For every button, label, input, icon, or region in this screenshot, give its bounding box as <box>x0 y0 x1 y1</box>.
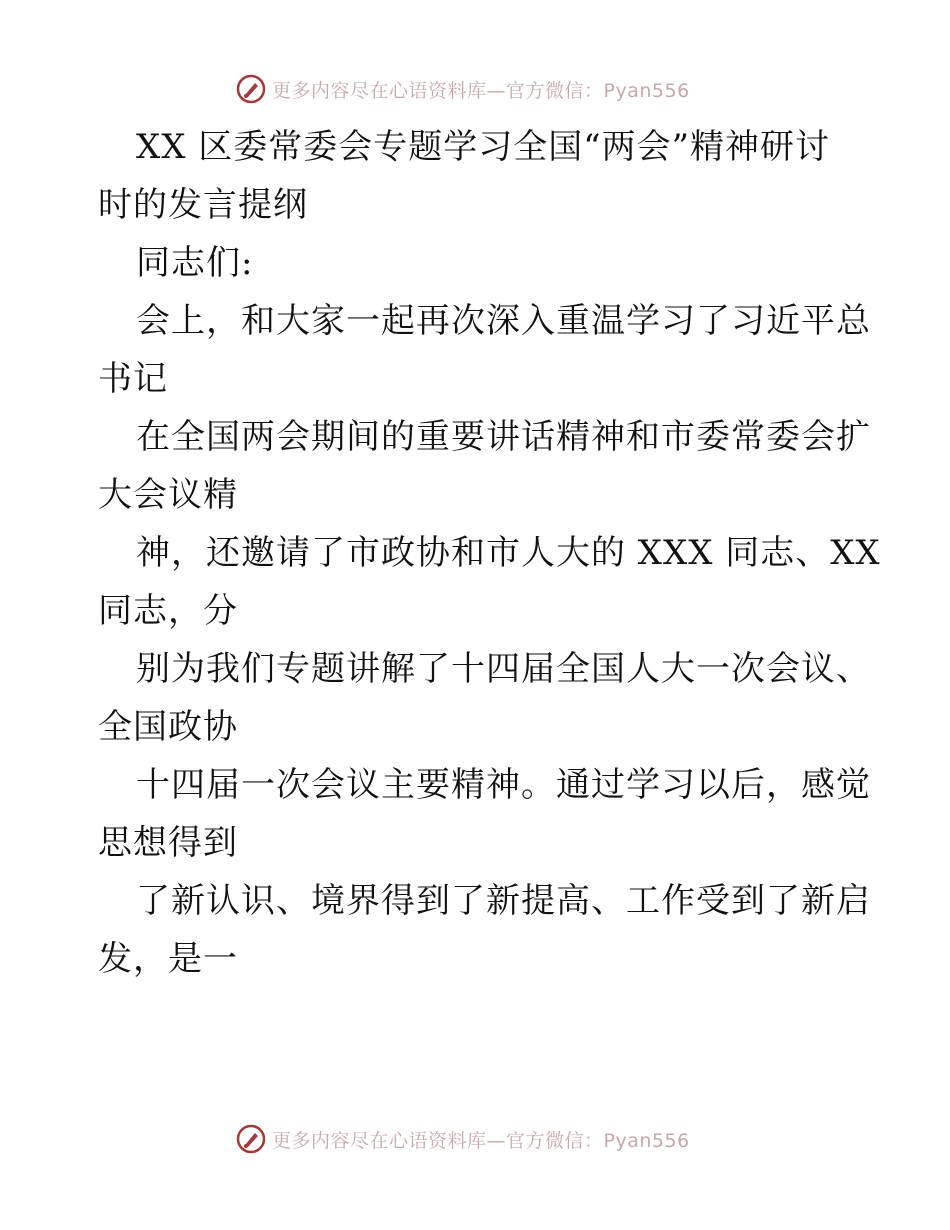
header-watermark-text: 更多内容尽在心语资料库—官方微信：Pyan556 <box>272 79 690 102</box>
header-watermark <box>236 72 716 106</box>
paragraph-line: 全国政协 <box>98 707 238 747</box>
footer-watermark-text: 更多内容尽在心语资料库—官方微信：Pyan556 <box>272 1129 690 1152</box>
paragraph-line: 同志，分 <box>98 591 238 631</box>
paragraph-line: XX 区委常委会专题学习全国“两会”精神研讨 <box>136 127 830 167</box>
paragraph-line: 神，还邀请了市政协和市人大的 XXX 同志、XX <box>136 533 881 573</box>
footer-watermark <box>236 1122 716 1156</box>
paragraph-line: 发，是一 <box>98 939 238 979</box>
pen-logo-icon <box>236 1124 266 1154</box>
paragraph-line: 别为我们专题讲解了十四届全国人大一次会议、 <box>136 649 871 689</box>
paragraph-line: 书记 <box>98 359 168 399</box>
paragraph-line: 十四届一次会议主要精神。通过学习以后，感觉 <box>136 765 871 805</box>
paragraph-line: 思想得到 <box>98 823 238 863</box>
paragraph-line: 会上，和大家一起再次深入重温学习了习近平总 <box>136 301 871 341</box>
paragraph-line: 了新认识、境界得到了新提高、工作受到了新启 <box>136 881 871 921</box>
paragraph-line: 同志们: <box>136 243 254 283</box>
paragraph-line: 时的发言提纲 <box>98 185 308 225</box>
pen-logo-icon <box>236 74 266 104</box>
document-body <box>98 118 881 988</box>
paragraph-line: 在全国两会期间的重要讲话精神和市委常委会扩 <box>136 417 871 457</box>
paragraph-line: 大会议精 <box>98 475 238 515</box>
